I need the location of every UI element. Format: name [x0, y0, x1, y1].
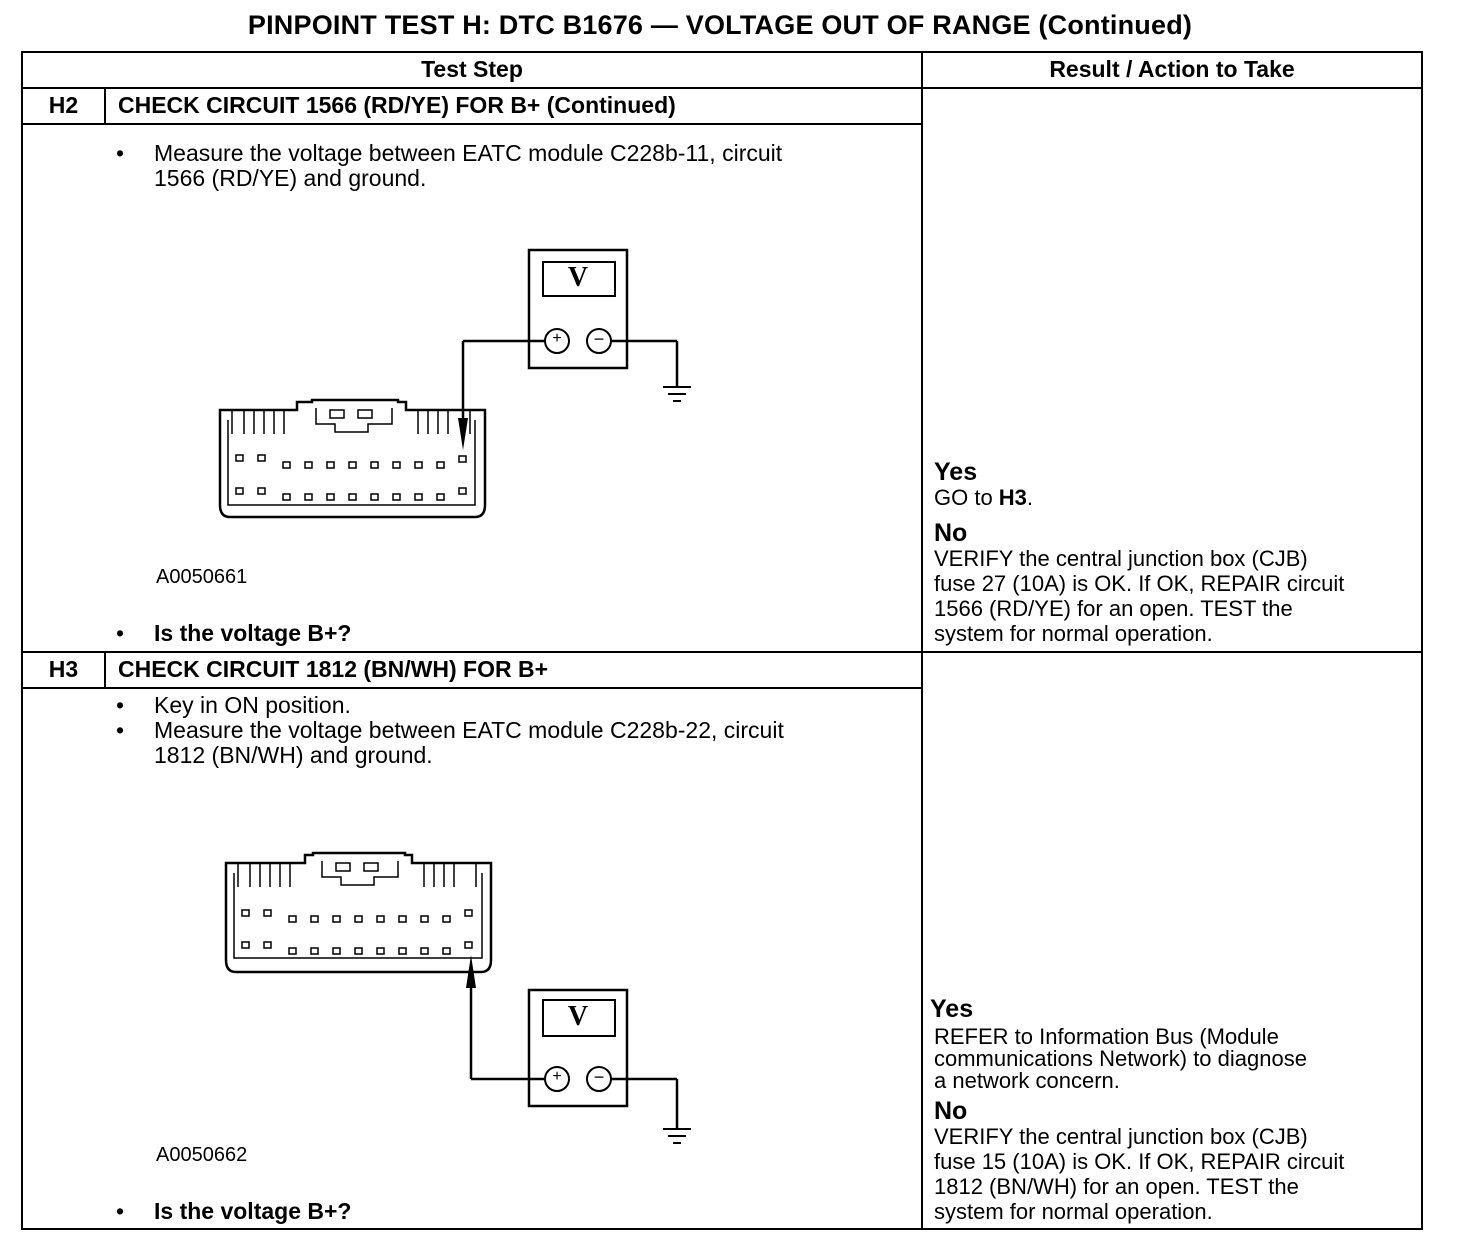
- h3-question-text: Is the voltage B+?: [154, 1198, 352, 1224]
- step-id-h3: H3: [48, 656, 79, 682]
- h2-plus-terminal: +: [552, 330, 562, 347]
- bullet-dot: •: [116, 620, 125, 646]
- step-title-h3: CHECK CIRCUIT 1812 (BN/WH) FOR B+: [118, 656, 549, 682]
- h2-figure-id: A0050661: [156, 566, 248, 588]
- h3-ground-symbol: [663, 1129, 691, 1143]
- bullet-dot: •: [116, 140, 125, 166]
- h3-plus-terminal: +: [552, 1068, 562, 1085]
- h3-question: [116, 1199, 716, 1225]
- h3-bullet-1-text: Key in ON position.: [154, 692, 351, 718]
- bullet-dot: •: [116, 1198, 125, 1224]
- h2-question-text: Is the voltage B+?: [154, 620, 352, 646]
- h2-no-line-3: 1566 (RD/YE) for an open. TEST the: [934, 596, 1293, 621]
- h2-no-label: No: [934, 519, 968, 547]
- step-id-h2: H2: [48, 92, 79, 118]
- bullet-dot: •: [116, 692, 125, 718]
- h2-bullet-1-line-2: 1566 (RD/YE) and ground.: [154, 165, 427, 191]
- h2-no-line-1: VERIFY the central junction box (CJB): [934, 546, 1308, 571]
- h3-no-line-1: VERIFY the central junction box (CJB): [934, 1124, 1308, 1149]
- h3-no-label: No: [934, 1097, 968, 1125]
- h3-bullet-2-line-1: Measure the voltage between EATC module C228b-22, circuit: [154, 717, 784, 743]
- h2-no-line-4: system for normal operation.: [934, 621, 1213, 646]
- page-title: PINPOINT TEST H: DTC B1676 — VOLTAGE OUT OF RANGE (Continued): [247, 10, 1193, 40]
- column-header-test-step: Test Step: [421, 56, 523, 82]
- step-title-h2: CHECK CIRCUIT 1566 (RD/YE) FOR B+ (Continued): [118, 92, 676, 118]
- h2-yes-label: Yes: [934, 458, 978, 486]
- h2-no-line-2: fuse 27 (10A) is OK. If OK, REPAIR circuit: [934, 571, 1345, 596]
- column-header-result: Result / Action to Take: [1049, 56, 1295, 82]
- h3-no-line-2: fuse 15 (10A) is OK. If OK, REPAIR circuit: [934, 1149, 1345, 1174]
- h3-bullet-2-line-2: 1812 (BN/WH) and ground.: [154, 742, 433, 768]
- h3-yes-line-2: communications Network) to diagnose: [934, 1046, 1307, 1071]
- h3-minus-terminal: −: [593, 1067, 605, 1087]
- h3-figure-id: A0050662: [156, 1144, 248, 1166]
- h3-yes-label: Yes: [930, 995, 974, 1023]
- h3-connector-c228b: [226, 853, 491, 972]
- h2-meter-symbol: V: [567, 262, 589, 293]
- h2-bullet-1-line-1: Measure the voltage between EATC module C228b-11, circuit: [154, 140, 783, 166]
- h2-yes-action: GO to H3.: [934, 485, 1034, 510]
- bullet-dot: •: [116, 717, 125, 743]
- h3-no-line-3: 1812 (BN/WH) for an open. TEST the: [934, 1174, 1299, 1199]
- h3-yes-line-3: a network concern.: [934, 1068, 1120, 1093]
- h2-yes-target: H3: [998, 485, 1027, 510]
- h3-no-line-4: system for normal operation.: [934, 1199, 1213, 1224]
- h3-meter-symbol: V: [567, 1001, 589, 1032]
- h2-minus-terminal: −: [593, 329, 605, 349]
- h3-yes-line-1: REFER to Information Bus (Module: [934, 1024, 1279, 1049]
